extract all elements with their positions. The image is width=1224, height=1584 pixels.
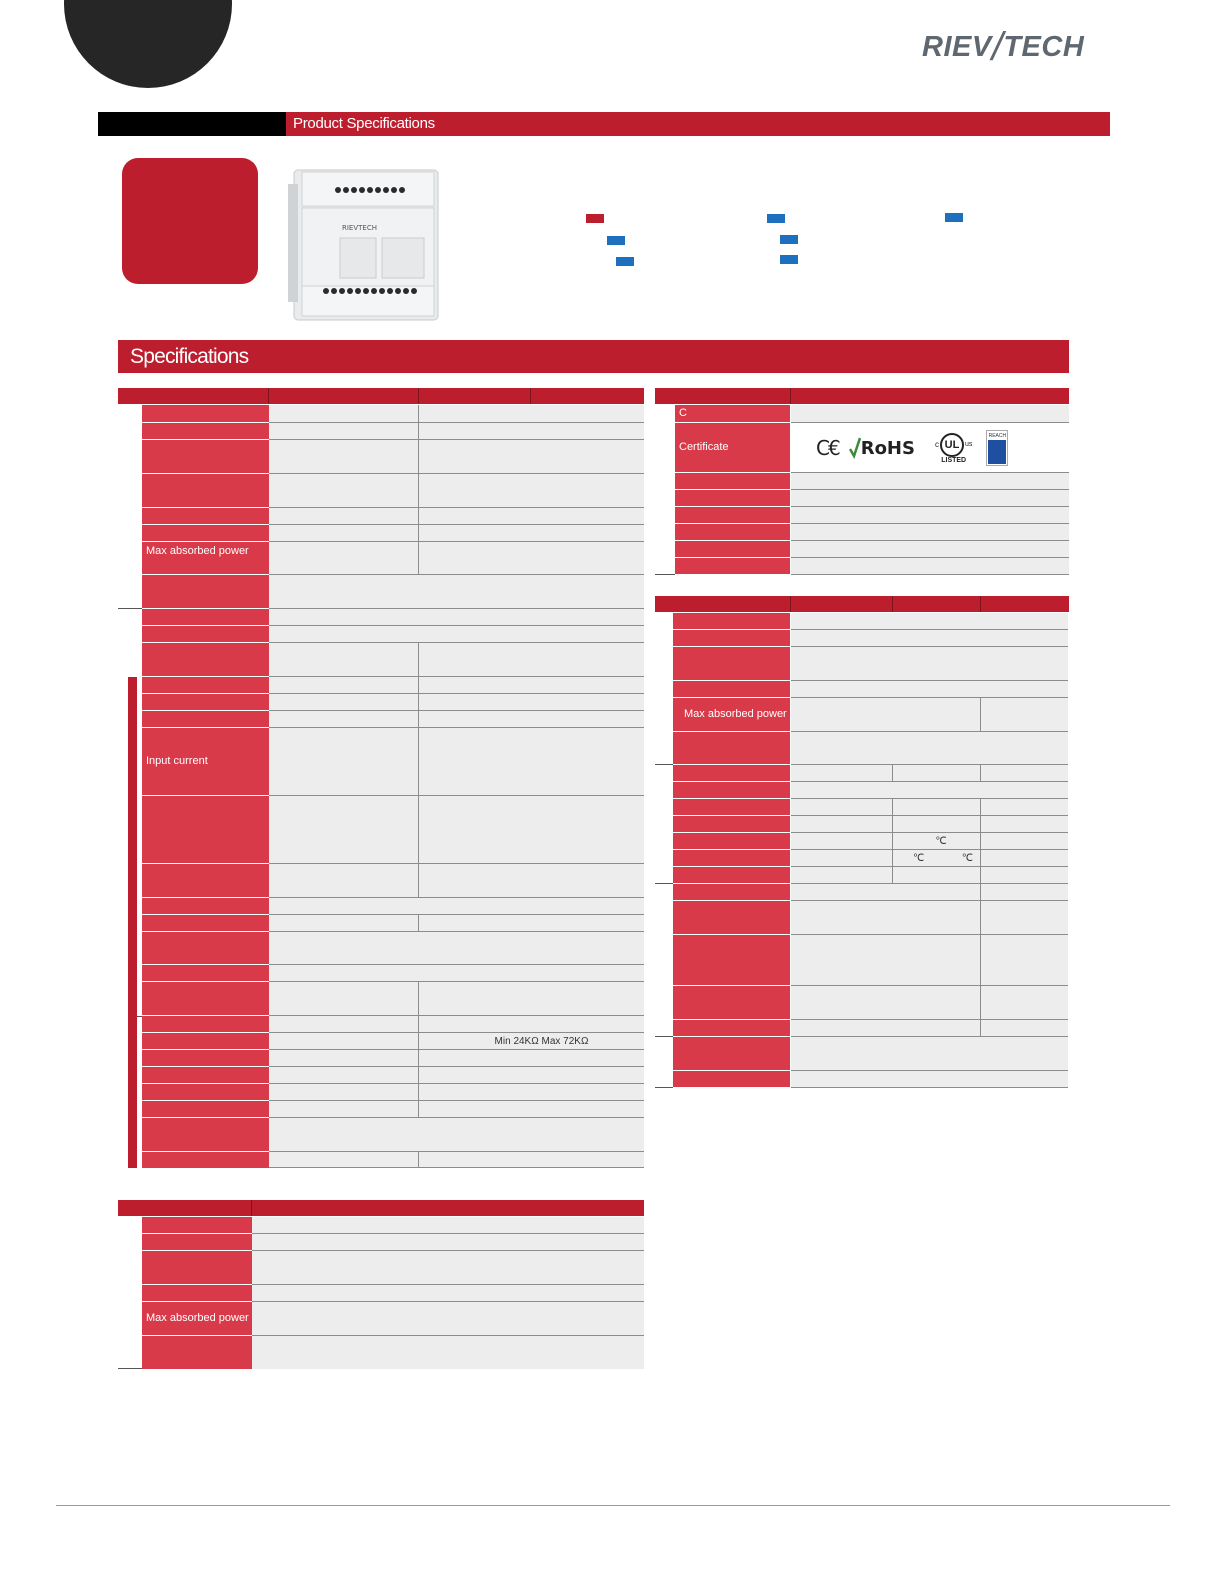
- table-a-header-divider: [418, 388, 419, 404]
- table-c-label: [673, 1071, 790, 1087]
- table-a-cell: [419, 405, 644, 423]
- table-c-cell: [791, 613, 1068, 630]
- table-a-label: [142, 982, 269, 1015]
- table-a-column-divider: [418, 915, 419, 932]
- table-a-column-divider: [418, 982, 419, 1118]
- table-a-label: [142, 965, 269, 981]
- table-c-label: [673, 816, 790, 832]
- table-a-cell: [269, 965, 644, 982]
- table-b-cell: [791, 473, 1069, 490]
- table-c-label: [673, 901, 790, 934]
- max-absorbed-power-label: Max absorbed power: [142, 542, 269, 574]
- max-absorbed-power-label: Max absorbed power: [673, 698, 790, 731]
- table-c-column-divider: [892, 799, 893, 884]
- table-b-header-divider: [790, 388, 791, 404]
- table-a-label: [142, 1016, 269, 1032]
- table-c-label: [673, 867, 790, 883]
- input-current-label: Input current: [142, 728, 269, 795]
- input-resistance-value: Min 24KΩ Max 72KΩ: [419, 1033, 644, 1050]
- table-c-cell: [791, 1037, 1068, 1071]
- table-a-label: [142, 1050, 269, 1066]
- table-b-label: [675, 558, 790, 574]
- table-a-label: [142, 711, 269, 727]
- specifications-title: Specifications: [130, 345, 249, 368]
- table-a-label: [142, 525, 269, 541]
- table-d-label: [142, 1336, 252, 1369]
- marker-blue: [607, 236, 625, 245]
- table-a-column-divider: [418, 1152, 419, 1168]
- table-d-cell: [252, 1285, 644, 1302]
- table-c-label: [673, 647, 790, 680]
- table-c-label: [673, 1037, 790, 1070]
- table-a-cell: [269, 932, 644, 965]
- table-a-cell: [419, 643, 644, 677]
- table-c-label: [673, 935, 790, 985]
- table-a-cell: [269, 1016, 418, 1033]
- table-a-label: [142, 474, 269, 507]
- table-c-cell: [791, 935, 981, 986]
- table-c-label: [673, 884, 790, 900]
- table-a-label: [142, 1152, 269, 1168]
- header-title: Product Specifications: [293, 115, 435, 132]
- table-a-cell: [419, 982, 644, 1016]
- table-a-label: [142, 1118, 269, 1151]
- table-c-column-divider: [980, 765, 981, 782]
- table-a-label: [142, 405, 269, 422]
- table-d-cell: [252, 1302, 644, 1336]
- table-a-cell: [269, 677, 418, 694]
- table-a-column-divider: [418, 643, 419, 898]
- table-a-label: [142, 898, 269, 914]
- table-a-cell: [269, 711, 418, 728]
- table-a-label: [142, 575, 269, 608]
- table-a-cell: [269, 728, 418, 796]
- table-a-cell: [419, 542, 644, 575]
- ul-listed-mark: c UL us LISTED: [935, 433, 972, 464]
- table-a-cell: [419, 711, 644, 728]
- table-c-label: [673, 732, 790, 764]
- table-c-cell: [893, 816, 981, 833]
- table-c-cell: [981, 884, 1068, 901]
- table-a-cell: [269, 643, 418, 677]
- table-b-label: [675, 507, 790, 523]
- table-a-header: [118, 388, 644, 404]
- group-divider: [655, 764, 673, 765]
- temperature-units: [893, 850, 981, 867]
- table-c-cell: [981, 816, 1068, 833]
- table-a-cell: [269, 1152, 418, 1168]
- table-c-cell: [791, 816, 893, 833]
- table-b-cell: [791, 405, 1069, 423]
- group-divider: [655, 1087, 673, 1088]
- table-c-label: [673, 986, 790, 1019]
- table-a-cell: [419, 423, 644, 440]
- group-divider: [118, 608, 142, 609]
- table-b-cell: [791, 507, 1069, 524]
- table-c-cell: [981, 867, 1068, 884]
- table-c-cell: [893, 765, 981, 782]
- product-brand-label: RIEVTECH: [342, 224, 377, 232]
- table-c-cell: [981, 765, 1068, 782]
- table-c-cell: [981, 799, 1068, 816]
- table-d-cell: [252, 1336, 644, 1369]
- table-c-cell: [981, 986, 1068, 1020]
- table-b-cell: [791, 558, 1069, 575]
- table-c-cell: [791, 799, 893, 816]
- ce-mark: C€: [816, 436, 839, 460]
- table-c-label: [673, 799, 790, 815]
- table-a-group-bar: [128, 677, 137, 1168]
- table-a-label: [142, 796, 269, 863]
- table-d-label: [142, 1234, 252, 1250]
- table-a-cell: [269, 440, 418, 474]
- table-a-column-divider: [418, 405, 419, 575]
- temperature-unit: ℃: [961, 852, 973, 864]
- table-a-cell: [269, 575, 644, 609]
- table-a-label: [142, 677, 269, 693]
- marker-blue: [767, 214, 785, 223]
- table-a-header-divider: [530, 388, 531, 404]
- table-a-cell: [269, 982, 418, 1016]
- table-b-cell: [791, 490, 1069, 507]
- table-c-cell: [791, 901, 981, 935]
- table-a-label: [142, 626, 269, 642]
- table-a-cell: [419, 796, 644, 864]
- table-a-cell: [419, 508, 644, 525]
- table-c-cell: [791, 698, 981, 732]
- table-d-header-divider: [251, 1200, 252, 1216]
- table-b-cell: [791, 541, 1069, 558]
- table-c-cell: [981, 698, 1068, 732]
- header-black-bar: [98, 112, 286, 136]
- rohs-mark: RoHS: [849, 437, 915, 459]
- table-a-label: [142, 643, 269, 676]
- table-b-label: [675, 541, 790, 557]
- brand-logo: RIEV/TECH: [922, 25, 1085, 69]
- table-d-cell: [252, 1217, 644, 1234]
- table-a-cell: [419, 474, 644, 508]
- table-c-cell: [981, 935, 1068, 986]
- table-b-label: [675, 473, 790, 489]
- table-d-header: [118, 1200, 644, 1216]
- table-c-cell: [791, 647, 1068, 681]
- table-a-cell: [419, 694, 644, 711]
- table-b-label: [675, 524, 790, 540]
- table-c-label: [673, 681, 790, 697]
- table-a-cell: [269, 609, 644, 626]
- table-a-cell: [269, 626, 644, 643]
- table-a-cell: [269, 1033, 418, 1050]
- table-c-header-divider: [790, 596, 791, 612]
- table-c-cell: [981, 833, 1068, 850]
- table-c-column-divider: [892, 765, 893, 782]
- table-d-label: [142, 1285, 252, 1301]
- table-c-cell: [791, 833, 893, 850]
- table-a-cell: [269, 1084, 418, 1101]
- table-c-cell: [791, 986, 981, 1020]
- table-a-cell: [419, 1101, 644, 1118]
- table-c-cell: [981, 1020, 1068, 1037]
- footer-line: [56, 1505, 1170, 1506]
- table-a-cell: [269, 1067, 418, 1084]
- table-b-cell: [791, 524, 1069, 541]
- max-absorbed-power-label: Max absorbed power: [142, 1302, 252, 1335]
- table-c-cell: [791, 850, 893, 867]
- table-a-cell: [269, 864, 418, 898]
- table-c-label: [673, 850, 790, 866]
- table-b-label: [675, 490, 790, 506]
- table-a-cell: [269, 1050, 418, 1067]
- table-a-cell: [269, 1101, 418, 1118]
- product-image: [286, 164, 442, 328]
- marker-blue: [780, 235, 798, 244]
- group-divider: [655, 574, 675, 575]
- table-c-cell: [791, 681, 1068, 698]
- table-a-cell: [419, 1050, 644, 1067]
- reach-mark: REACH: [986, 430, 1008, 466]
- table-a-label: [142, 609, 269, 625]
- group-divider: [655, 1036, 673, 1037]
- table-a-label: [142, 423, 269, 439]
- table-a-cell: [269, 796, 418, 864]
- temperature-unit: ℃: [913, 852, 925, 864]
- table-a-cell: [269, 542, 418, 575]
- table-c-label: [673, 630, 790, 646]
- table-a-label: [142, 694, 269, 710]
- table-d-cell: [252, 1234, 644, 1251]
- table-c-cell: [791, 884, 981, 901]
- table-a-label: [142, 915, 269, 931]
- marker-blue: [780, 255, 798, 264]
- table-a-cell: [419, 440, 644, 474]
- group-divider: [655, 883, 673, 884]
- table-c-label: [673, 1020, 790, 1036]
- table-c-header-divider: [892, 596, 893, 612]
- table-d-label: [142, 1217, 252, 1233]
- table-c-label: [673, 765, 790, 781]
- table-a-label: [142, 1067, 269, 1083]
- table-a-label: [142, 932, 269, 964]
- table-a-label: [142, 1033, 269, 1049]
- table-a-cell: [269, 405, 418, 423]
- table-a-cell: [419, 1067, 644, 1084]
- table-c-cell: [981, 850, 1068, 867]
- table-a-label: [142, 864, 269, 897]
- table-c-label: [673, 782, 790, 798]
- table-c-column-divider: [980, 698, 981, 732]
- certificate-label: Certificate: [675, 423, 790, 472]
- table-a-cell: [419, 915, 644, 932]
- table-a-cell: [269, 915, 418, 932]
- table-a-cell: [419, 1084, 644, 1101]
- table-a-cell: [269, 525, 418, 542]
- check-icon: [849, 437, 861, 459]
- table-c-label: [673, 833, 790, 849]
- table-a-cell: [269, 694, 418, 711]
- table-c-cell: [791, 765, 893, 782]
- marker-blue: [945, 213, 963, 222]
- table-c-label: [673, 613, 790, 629]
- table-a-cell: [419, 525, 644, 542]
- table-c-cell: [791, 782, 1068, 799]
- table-c-header-divider: [980, 596, 981, 612]
- group-divider: [118, 1368, 142, 1369]
- table-c-cell: [791, 732, 1068, 765]
- table-a-cell: [269, 423, 418, 440]
- table-a-label: [142, 1084, 269, 1100]
- table-b-header: [655, 388, 1069, 404]
- table-c-cell: [893, 799, 981, 816]
- table-a-label: [142, 440, 269, 473]
- table-a-label: [142, 1101, 269, 1117]
- table-c-header: [655, 596, 1069, 612]
- table-a-cell: [419, 1152, 644, 1168]
- certificate-marks: [816, 428, 1008, 468]
- table-c-cell: [893, 867, 981, 884]
- c-label: C: [675, 405, 790, 422]
- temperature-unit: ℃: [893, 833, 981, 850]
- marker-blue: [616, 257, 634, 266]
- table-a-cell: [269, 474, 418, 508]
- table-d-label: [142, 1251, 252, 1284]
- specifications-bar: [118, 340, 1069, 373]
- table-a-cell: [269, 508, 418, 525]
- table-a-cell: [419, 677, 644, 694]
- table-a-cell: [269, 1118, 644, 1152]
- table-c-cell: [981, 901, 1068, 935]
- table-d-cell: [252, 1251, 644, 1285]
- corner-decoration: [64, 0, 232, 88]
- marker-red: [586, 214, 604, 223]
- table-a-cell: [419, 864, 644, 898]
- table-c-cell: [791, 1020, 981, 1037]
- table-a-cell: [419, 728, 644, 796]
- table-a-header-divider: [268, 388, 269, 404]
- table-a-label: [142, 508, 269, 524]
- table-c-column-divider: [980, 799, 981, 1037]
- table-c-cell: [791, 867, 893, 884]
- red-tile: [122, 158, 258, 284]
- table-a-cell: [269, 898, 644, 915]
- table-a-cell: [419, 1016, 644, 1033]
- table-c-cell: [791, 630, 1068, 647]
- table-c-cell: [791, 1071, 1068, 1088]
